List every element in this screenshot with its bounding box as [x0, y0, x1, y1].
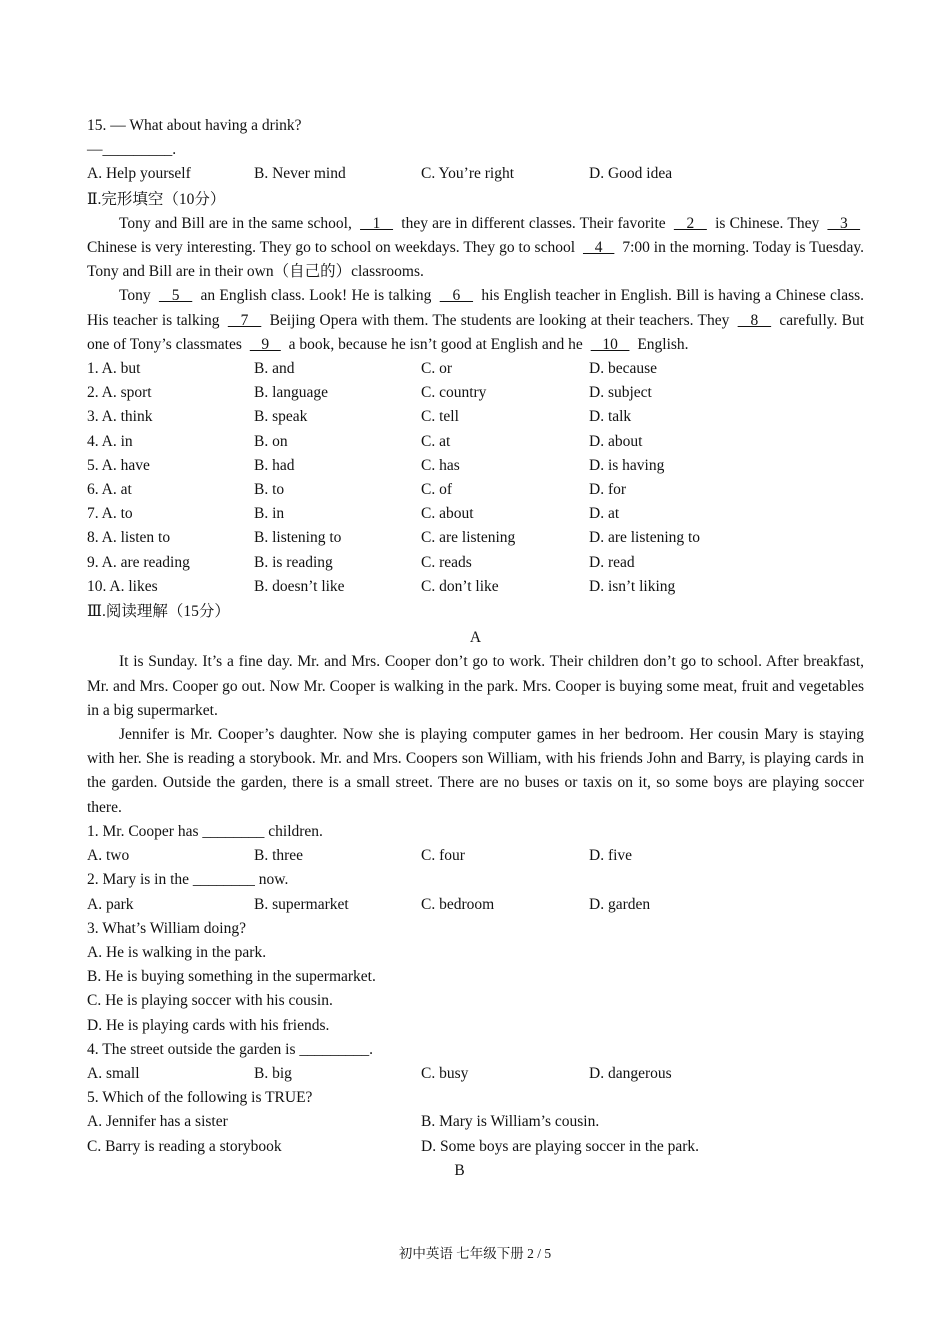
passage-a-paragraph-2: Jennifer is Mr. Cooper’s daughter. Now she is playing computer games in her bedroom. Her cousin Mary is staying with her. She is reading a storybook. Mr. and Mrs. Coopers son William, with his friends John and Barry, is playing cards in the garden. Outside the garden, there is a small street. There are no buses or taxis on it, so some boys are playing soccer there.	[87, 726, 864, 816]
passage-a-label: A	[469, 629, 482, 647]
cloze-paragraph-2: Tony 5 an English class. Look! He is talking 6 his English teacher in English. Bill is having a Chinese class. His teacher is talking 7 Beijing Opera with them. The students are looking at their teachers. They 8 carefully. But one of Tony’s classmates 9 a book, because he isn’t good at English and he 10 English.	[87, 287, 865, 353]
cloze-option-row: 9. A. are reading B. is reading C. reads D. read	[87, 553, 635, 571]
blank-3: 3	[827, 214, 861, 232]
blank-10: 10	[590, 335, 630, 353]
blank-8: 8	[737, 311, 772, 329]
reading-q3-option-d: D. He is playing cards with his friends.	[87, 1016, 330, 1034]
cloze-option-row: 3. A. think B. speak C. tell D. talk	[87, 408, 632, 426]
cloze-option-row: 7. A. to B. in C. about D. at	[87, 505, 620, 523]
q15-question: 15. — What about having a drink?	[87, 117, 302, 134]
reading-q5: 5. Which of the following is TRUE?	[87, 1089, 313, 1107]
cloze-option-row: 6. A. at B. to C. of D. for	[87, 481, 627, 499]
reading-q3-option-c: C. He is playing soccer with his cousin.	[87, 992, 333, 1010]
reading-q3-option-a: A. He is walking in the park.	[87, 943, 267, 961]
cloze-options	[87, 357, 864, 599]
option-b: B. Never mind	[254, 165, 346, 183]
blank-1: 1	[360, 214, 394, 232]
blank-9: 9	[249, 335, 281, 353]
exam-page	[87, 114, 864, 1183]
reading-q2-options: A. park B. supermarket C. bedroom D. garden	[87, 895, 651, 913]
passage-a-paragraph-1: It is Sunday. It’s a fine day. Mr. and Mrs. Cooper don’t go to work. Their children don’t go to school. After breakfast, Mr. and Mrs. Cooper go out. Now Mr. Cooper is walking in the park. Mrs. Cooper is buying some meat, fruit and vegetables in a big supermarket.	[87, 653, 864, 719]
reading-q5-options-cd: C. Barry is reading a storybook D. Some boys are playing soccer in the park.	[87, 1137, 700, 1155]
blank-5: 5	[158, 287, 193, 305]
passage-b-label: B	[454, 1161, 465, 1179]
cloze-option-row: 2. A. sport B. language C. country D. subject	[87, 384, 652, 402]
cloze-paragraph-1: Tony and Bill are in the same school, 1 they are in different classes. Their favorite 2 is Chinese. They 3 Chinese is very interesting. They go to school on weekdays. They go to school 4 7:00 in the morning. Today is Tuesday. Tony and Bill are in their own（自己的）classrooms.	[87, 214, 865, 281]
blank-6: 6	[439, 287, 474, 305]
q15-answer-line: —_________.	[87, 141, 177, 159]
cloze-option-row: 5. A. have B. had C. has D. is having	[87, 456, 665, 474]
cloze-option-row: 1. A. but B. and C. or D. because	[87, 360, 657, 378]
page-footer: 初中英语 七年级下册 2 / 5	[398, 1246, 552, 1261]
blank-7: 7	[227, 311, 262, 329]
blank-4: 4	[582, 239, 615, 257]
option-d: D. Good idea	[589, 165, 673, 183]
reading-q1: 1. Mr. Cooper has ________ children.	[87, 822, 323, 840]
option-a: A. Help yourself	[87, 165, 191, 183]
reading-q3-option-b: B. He is buying something in the supermarket.	[87, 968, 376, 986]
reading-q2: 2. Mary is in the ________ now.	[87, 871, 289, 889]
reading-q5-options-ab: A. Jennifer has a sister B. Mary is William’s cousin.	[87, 1113, 600, 1131]
option-c: C. You’re right	[421, 165, 515, 183]
cloze-option-row: 4. A. in B. on C. at D. about	[87, 432, 643, 450]
cloze-option-row: 8. A. listen to B. listening to C. are listening D. are listening to	[87, 529, 701, 547]
reading-q1-options: A. two B. three C. four D. five	[87, 847, 633, 865]
cloze-option-row: 10. A. likes B. doesn’t like C. don’t like D. isn’t liking	[87, 577, 676, 595]
q15-options	[87, 162, 864, 186]
reading-q4-options: A. small B. big C. busy D. dangerous	[87, 1064, 672, 1082]
blank-2: 2	[673, 214, 707, 232]
reading-q4: 4. The street outside the garden is _________.	[87, 1040, 373, 1058]
section-3-heading: Ⅲ.阅读理解（15分）	[87, 603, 230, 621]
reading-q3: 3. What’s William doing?	[87, 919, 246, 937]
section-2-heading: Ⅱ.完形填空（10分）	[87, 190, 226, 208]
